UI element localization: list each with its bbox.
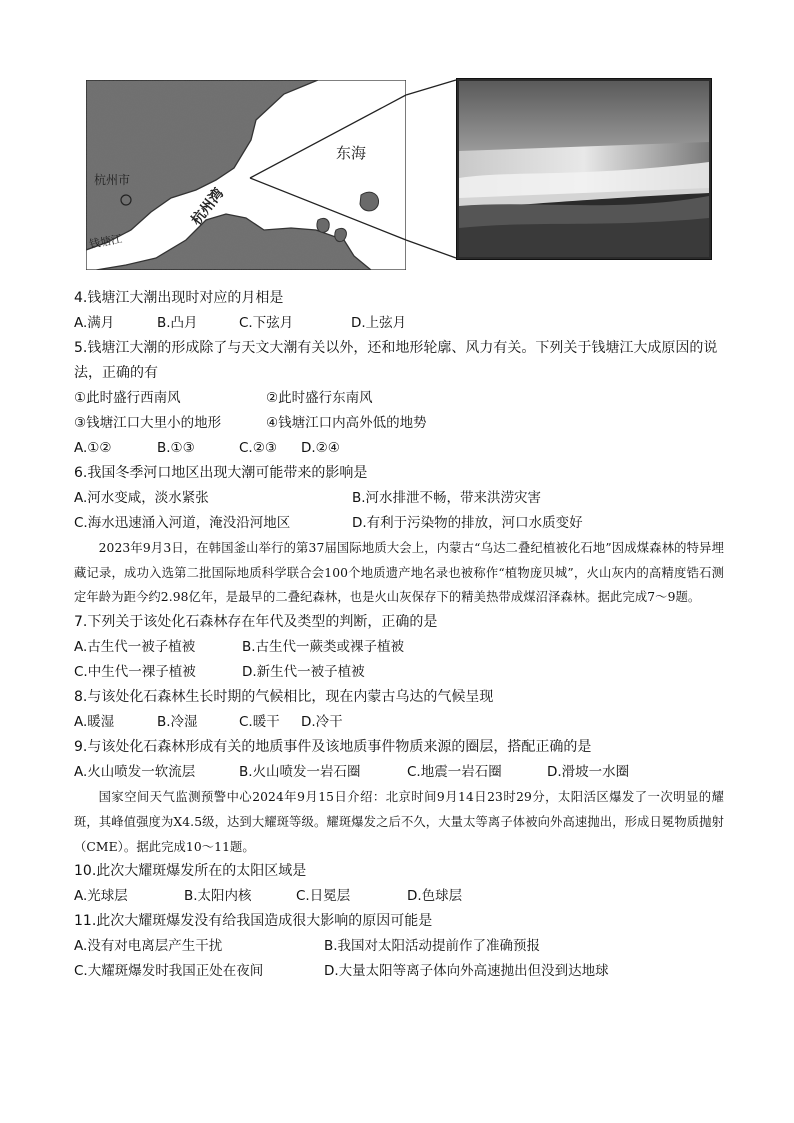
option[interactable]: D.上弦月: [351, 315, 407, 331]
option[interactable]: C.大耀斑爆发时我国正处在夜间: [74, 963, 264, 980]
option[interactable]: A.满月: [74, 315, 115, 331]
question-5-options: [74, 436, 724, 461]
question-7-options-row2: [74, 660, 724, 685]
option[interactable]: D.②④: [301, 440, 340, 456]
option[interactable]: D.新生代一被子植被: [242, 664, 365, 681]
statement-item: ③钱塘江口大里小的地形: [74, 415, 222, 431]
option[interactable]: D.色球层: [407, 888, 463, 905]
statement-item: ②此时盛行东南风: [266, 390, 373, 406]
option[interactable]: C.地震一岩石圈: [407, 764, 502, 781]
question-5-stem-line2: 法，正确的有: [74, 365, 158, 381]
question-8-stem: 8.与该处化石森林生长时期的气候相比，现在内蒙古乌达的气候呈现: [74, 689, 494, 706]
option[interactable]: B.冷湿: [157, 714, 198, 731]
option[interactable]: D.滑坡一水圈: [547, 764, 630, 781]
statement-item: ④钱塘江口内高外低的地势: [266, 415, 427, 431]
question-text: [74, 286, 724, 984]
city-label: 杭州市: [94, 173, 131, 187]
question-8-options: [74, 710, 724, 735]
question-11-stem: 11.此次大耀斑爆发没有给我国造成很大影响的原因可能是: [74, 913, 433, 930]
question-6-options-row1: [74, 486, 724, 511]
river-label: 钱塘江: [88, 232, 124, 251]
question-7-options-row1: [74, 635, 724, 660]
option[interactable]: A.暖湿: [74, 714, 115, 731]
question-11-options-row2: [74, 959, 724, 984]
option[interactable]: B.我国对太阳活动提前作了准确预报: [324, 938, 541, 955]
question-9-stem: 9.与该处化石森林形成有关的地质事件及该地质事件物质来源的圈层，搭配正确的是: [74, 739, 592, 756]
option[interactable]: B.河水排泄不畅，带来洪涝灾害: [352, 490, 542, 506]
question-4-options: [74, 311, 724, 336]
option[interactable]: D.大量太阳等离子体向外高速抛出但没到达地球: [324, 963, 609, 980]
figure-area: [0, 0, 794, 290]
option[interactable]: C.下弦月: [239, 315, 294, 331]
option[interactable]: A.河水变咸，淡水紧张: [74, 490, 209, 506]
option[interactable]: A.古生代一被子植被: [74, 639, 196, 656]
bay-label: 杭州湾: [188, 185, 228, 229]
option[interactable]: B.太阳内核: [184, 888, 252, 905]
question-4-stem: 4.钱塘江大潮出现时对应的月相是: [74, 290, 284, 306]
option[interactable]: D.冷干: [301, 714, 343, 731]
question-5-items-row1: [74, 386, 724, 411]
question-11-options-row1: [74, 934, 724, 959]
statement-item: ①此时盛行西南风: [74, 390, 181, 406]
tidal-bore-photo: [456, 78, 712, 260]
question-10-stem: 10.此次大耀斑爆发所在的太阳区域是: [74, 863, 307, 880]
option[interactable]: C.海水迅速涌入河道，淹没沿河地区: [74, 515, 291, 531]
option[interactable]: A.火山喷发一软流层: [74, 764, 196, 781]
option[interactable]: C.暖干: [239, 714, 280, 731]
question-7-stem: 7.下列关于该处化石森林存在年代及类型的判断，正确的是: [74, 614, 438, 631]
option[interactable]: B.①③: [157, 440, 195, 456]
option[interactable]: A.没有对电离层产生干扰: [74, 938, 223, 955]
option[interactable]: B.古生代一蕨类或裸子植被: [242, 639, 405, 656]
question-5-stem-line1: 5.钱塘江大潮的形成除了与天文大潮有关以外，还和地形轮廓、风力有关。下列关于钱塘江大成原因的说: [74, 340, 718, 356]
passage-fossil-forest: 2023年9月3日，在韩国釜山举行的第37届国际地质大会上，内蒙古“乌达二叠纪植被化石地”因成煤森林的特异埋藏记录，成功入选第二批国际地质科学联合会100个地质遗产地名录也被称作“植物庞贝城”，火山灰内的高精度锆石测定年龄为距今约2.98亿年，是最早的二叠纪森林，也是火山灰保存下的精美热带成煤沼泽森林。据此完成7～9题。: [74, 541, 724, 605]
option[interactable]: D.有利于污染物的排放，河口水质变好: [352, 515, 583, 531]
sea-label: 东海: [336, 144, 367, 162]
option[interactable]: A.光球层: [74, 888, 128, 905]
option[interactable]: C.②③: [239, 440, 277, 456]
question-6-stem: 6.我国冬季河口地区出现大潮可能带来的影响是: [74, 465, 368, 481]
question-10-options: [74, 884, 724, 909]
question-6-options-row2: [74, 511, 724, 536]
option[interactable]: C.日冕层: [296, 888, 351, 905]
hangzhou-bay-map: [86, 80, 406, 270]
option[interactable]: C.中生代一裸子植被: [74, 664, 196, 681]
option[interactable]: A.①②: [74, 440, 112, 456]
option[interactable]: B.火山喷发一岩石圈: [239, 764, 361, 781]
question-5-items-row2: [74, 411, 724, 436]
question-9-options: [74, 760, 724, 785]
option[interactable]: B.凸月: [157, 315, 198, 331]
passage-solar-flare: 国家空间天气监测预警中心2024年9月15日介绍：北京时间9月14日23时29分，太阳活区爆发了一次明显的耀斑，其峰值强度为X4.5级，达到大耀斑等级。耀斑爆发之后不久，大量太等离子体被向外高速抛出，形成日冕物质抛射（CME）。据此完成10～11题。: [74, 790, 724, 854]
